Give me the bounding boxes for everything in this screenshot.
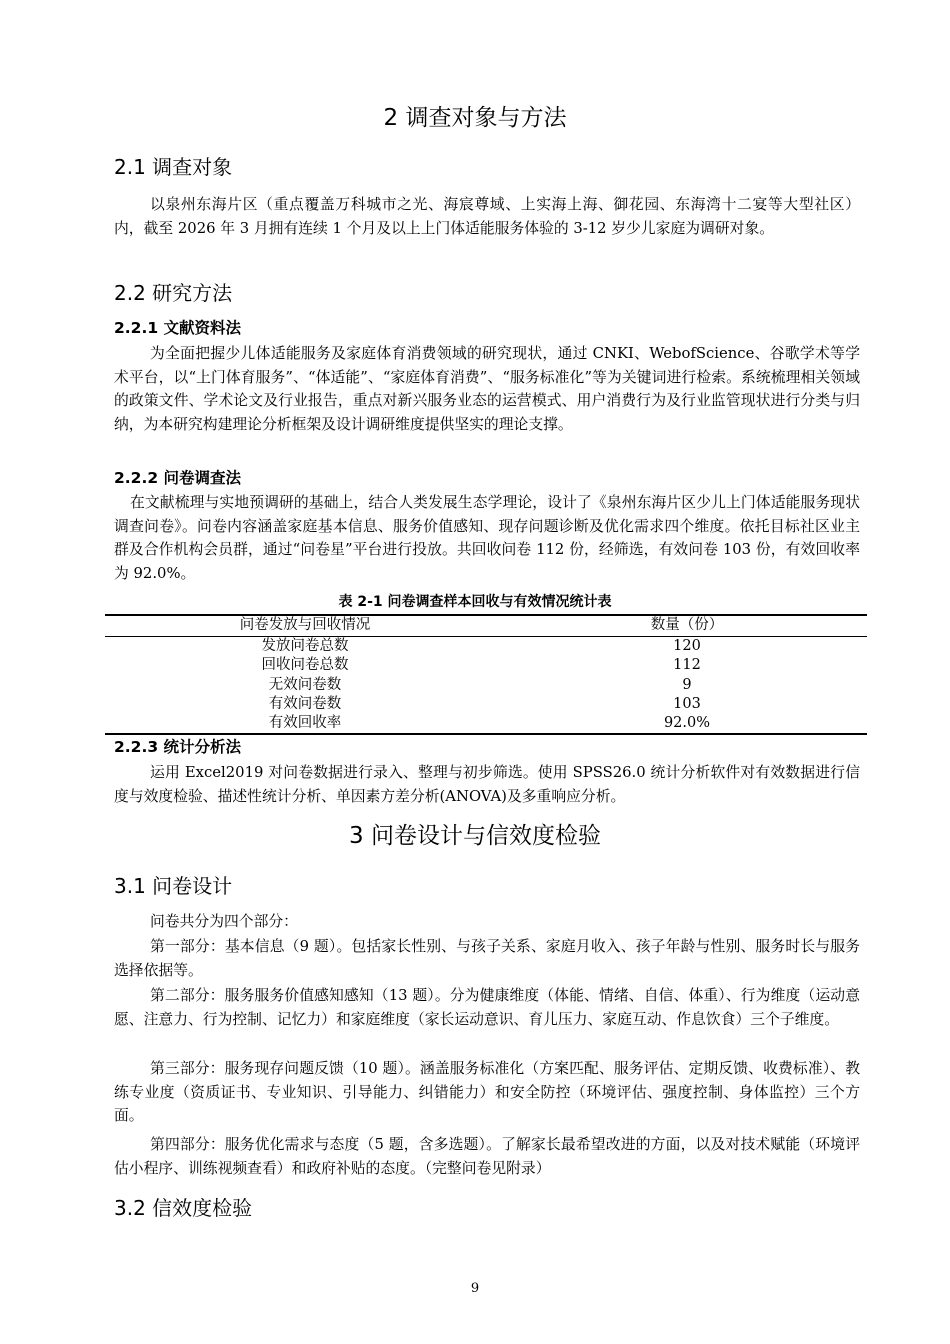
page-number: 9 [470,1281,480,1296]
section-3-1-part-1: 第一部分：基本信息（9 题）。包括家长性别、与孩子关系、家庭月收入、孩子年龄与性别、服务时长与服务选择依据等。 [114,938,860,979]
section-2-2-3-title: 2.2.3 统计分析法 [114,738,242,756]
section-3-1-part-2: 第二部分：服务服务价值感知感知（13 题）。分为健康维度（体能、情绪、自信、体重）、行为维度（运动意愿、注意力、行为控制、记忆力）和家庭维度（家长运动意识、育儿压力、家庭互动、作息饮食）三个子维度。 [114,987,860,1028]
table-cell: 103 [673,696,701,712]
section-2-2-2-title: 2.2.2 问卷调查法 [114,469,242,487]
table-cell: 发放问卷总数 [261,637,349,654]
section-3-1-title: 3.1 问卷设计 [114,874,233,898]
table-cell: 回收问卷总数 [261,657,349,673]
section-2-2-title: 2.2 研究方法 [114,281,233,305]
table-row [105,714,867,734]
chapter-3-title: 3 问卷设计与信效度检验 [349,823,601,849]
section-2-1-title: 2.1 调查对象 [114,155,233,179]
table-cell: 112 [673,657,701,673]
section-2-2-1-paragraph: 为全面把握少儿体适能服务及家庭体育消费领域的研究现状，通过 CNKI、WebofScience、谷歌学术等学术平台，以“上门体育服务”、“体适能”、“家庭体育消费”、“服务标准化”等为关键词进行检索。系统梳理相关领域的政策文件、学术论文及行业报告，重点对新兴服务业态的运营模式、用户消费行为及行业监管现状进行分类与归纳，为本研究构建理论分析框架及设计调研维度提供坚实的理论支撑。 [114,345,860,433]
table-header-cell: 问卷发放与回收情况 [239,617,371,633]
section-3-1-part-4: 第四部分：服务优化需求与态度（5 题，含多选题）。了解家长最希望改进的方面，以及对技术赋能（环境评估小程序、训练视频查看）和政府补贴的态度。（完整问卷见附录） [114,1136,860,1177]
table-cell: 有效问卷数 [268,696,342,712]
table-caption: 表 2-1 问卷调查样本回收与有效情况统计表 [338,594,612,610]
table-cell: 120 [673,637,701,654]
chapter-2-title: 2 调查对象与方法 [383,105,567,131]
table-row [105,637,867,657]
table-bottom-rule [105,733,867,735]
table-header-row [105,616,867,636]
table-row [105,695,867,715]
table-cell: 92.0% [663,715,711,731]
section-3-1-intro: 问卷共分为四个部分： [150,913,298,930]
table-header-cell: 数量（份） [650,617,724,633]
section-3-2-title: 3.2 信效度检验 [114,1196,253,1220]
section-2-2-2-paragraph: 在文献梳理与实地预调研的基础上，结合人类发展生态学理论，设计了《泉州东海片区少儿上门体适能服务现状调查问卷》。问卷内容涵盖家庭基本信息、服务价值感知、现存问题诊断及优化需求四个维度。依托目标社区业主群及合作机构会员群，通过“问卷星”平台进行投放。共回收问卷 112 份，经筛选，有效问卷 103 份，有效回收率为 92.0%。 [114,494,860,582]
table-row [105,676,867,696]
section-2-2-3-paragraph: 运用 Excel2019 对问卷数据进行录入、整理与初步筛选。使用 SPSS26.0 统计分析软件对有效数据进行信度与效度检验、描述性统计分析、单因素方差分析(ANOVA)及多重响应分析。 [114,764,860,805]
section-2-2-1-title: 2.2.1 文献资料法 [114,319,242,337]
table-cell: 9 [682,676,692,693]
section-2-1-paragraph: 以泉州东海片区（重点覆盖万科城市之光、海宸尊域、上实海上海、御花园、东海湾十二宴等大型社区）内，截至 2026 年 3 月拥有连续 1 个月及以上上门体适能服务体验的 3-12 岁少儿家庭为调研对象。 [114,196,860,237]
table-row [105,656,867,676]
table-cell: 无效问卷数 [268,676,342,693]
table-cell: 有效回收率 [268,715,342,731]
section-3-1-part-3: 第三部分：服务现存问题反馈（10 题）。涵盖服务标准化（方案匹配、服务评估、定期反馈、收费标准）、教练专业度（资质证书、专业知识、引导能力、纠错能力）和安全防控（环境评估、强度控制、身体监控）三个方面。 [114,1060,860,1125]
